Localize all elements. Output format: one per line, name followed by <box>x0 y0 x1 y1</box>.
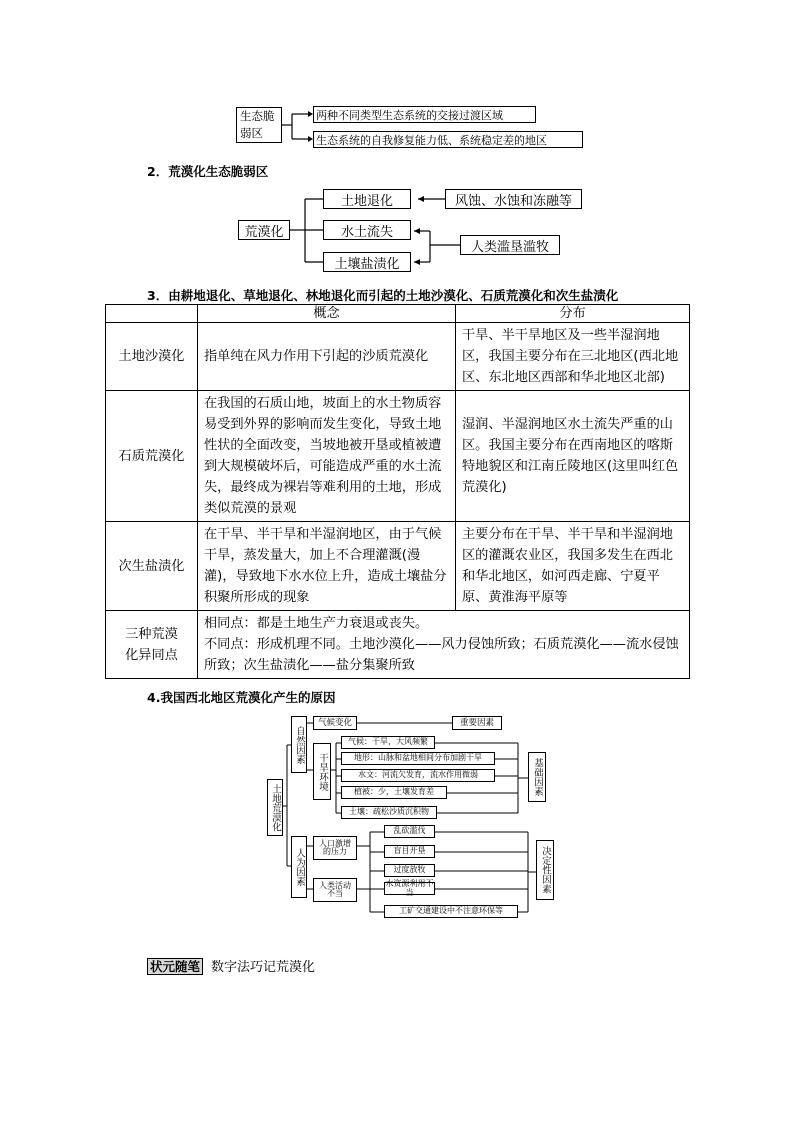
table-summary-row <box>106 611 690 679</box>
improper-activity-box: 人类活动不当 <box>313 878 357 902</box>
land-degradation-box: 土地退化 <box>323 189 411 209</box>
summary-similarity: 相同点：都是土地生产力衰退或丧失。 <box>204 616 429 631</box>
decisive-factor-box: 决定性因素 <box>536 840 554 900</box>
arid-item-soil: 土壤：疏松沙质沉积物 <box>341 806 437 819</box>
human-factors-box: 人为因素 <box>291 836 307 898</box>
table-header-cell <box>106 305 198 323</box>
arid-environment-box: 干旱环境 <box>313 743 331 800</box>
salinization-box: 土壤盐渍化 <box>323 252 411 272</box>
row-distribution: 湿润、半湿润地区水土流失严重的山区。我国主要分布在西南地区的喀斯特地貌区和江南丘陵地区(这里叫红色荒漠化) <box>456 391 690 522</box>
basic-factor-box: 基础因素 <box>528 752 546 802</box>
fragile-zone-label: 生态脆弱区 <box>240 109 275 140</box>
table-header-cell: 概念 <box>198 305 456 323</box>
section-4-heading: 4.我国西北地区荒漠化产生的原因 <box>147 690 336 705</box>
population-pressure-box: 人口激增的压力 <box>313 836 357 860</box>
table-header-cell: 分布 <box>456 305 690 323</box>
soil-erosion-box: 水土流失 <box>323 220 411 240</box>
tip-badge: 状元随笔 <box>147 958 203 975</box>
row-type-name: 土地沙漠化 <box>106 323 198 391</box>
natural-factors-box: 自然因素 <box>291 716 307 773</box>
human-item-reclamation: 盲目开垦 <box>384 845 435 858</box>
arid-item-vegetation: 植被：少，土壤发育差 <box>341 786 447 799</box>
tip-text: 数字法巧记荒漠化 <box>211 960 316 975</box>
human-item-water-misuse: 水资源利用不当 <box>385 879 434 897</box>
arid-item-terrain: 地形：山脉和盆地相间分布加剧干旱 <box>341 752 495 765</box>
table-row <box>106 323 690 391</box>
desertification-box: 荒漠化 <box>238 220 290 240</box>
arid-item-hydrology: 水文：河流欠发育，流水作用微弱 <box>341 769 495 782</box>
table-row <box>106 391 690 522</box>
row-concept: 在干旱、半干旱和半湿润地区，由于气候干旱，蒸发量大，加上不合理灌溉(漫灌)，导致地下水水位上升，造成土壤盐分积聚所形成的现象 <box>198 522 456 611</box>
fragile-zone-box <box>236 107 282 143</box>
root-land-desertification: 土地荒漠化 <box>267 779 283 836</box>
section-2-heading: 2．荒漠化生态脆弱区 <box>147 164 269 179</box>
fragile-zone-item-2: 生态系统的自我修复能力低、系统稳定差的地区 <box>313 131 583 148</box>
row-concept: 在我国的石质山地，坡面上的水土物质容易受到外界的影响而发生变化，导致土地性状的全面改变，当坡地被开垦或植被遭到大规模破坏后，可能造成严重的水土流失，最终成为裸岩等难利用的土地，形成类似荒漠的景观 <box>198 391 456 522</box>
desertification-types-table <box>105 304 690 679</box>
footer-tip <box>147 956 315 975</box>
arid-item-climate: 气候：干旱，大风频繁 <box>341 736 435 749</box>
row-concept: 指单纯在风力作用下引起的沙质荒漠化 <box>198 323 456 391</box>
human-item-deforestation: 乱砍滥伐 <box>384 825 435 838</box>
important-factor-box: 重要因素 <box>452 716 502 730</box>
summary-difference: 不同点：形成机理不同。土地沙漠化——风力侵蚀所致；石质荒漠化——流水侵蚀所致；次生盐渍化——盐分集聚所致 <box>204 637 679 673</box>
table-row <box>106 522 690 611</box>
erosion-causes-box: 风蚀、水蚀和冻融等 <box>445 189 582 209</box>
fragile-zone-item-1: 两种不同类型生态系统的交接过渡区域 <box>313 106 536 123</box>
row-type-name: 次生盐渍化 <box>106 522 198 611</box>
human-item-overgrazing: 过度放牧 <box>384 864 435 877</box>
row-distribution: 主要分布在干旱、半干旱和半湿润地区的灌溉农业区，我国多发生在西北和华北地区，如河西走廊、宁夏平原、黄淮海平原等 <box>456 522 690 611</box>
section-3-heading: 3．由耕地退化、草地退化、林地退化而引起的土地沙漠化、石质荒漠化和次生盐渍化 <box>147 288 619 303</box>
row-distribution: 干旱、半干旱地区及一些半湿润地区，我国主要分布在三北地区(西北地区、东北地区西部和华北地区北部) <box>456 323 690 391</box>
human-overuse-box: 人类滥垦滥牧 <box>460 235 560 255</box>
table-header-row <box>106 305 690 323</box>
summary-content <box>198 611 690 679</box>
climate-change-box: 气候变化 <box>313 716 357 730</box>
summary-name: 三种荒漠化异同点 <box>106 611 198 679</box>
row-type-name: 石质荒漠化 <box>106 391 198 522</box>
human-item-construction: 工矿交通建设中不注意环保等 <box>384 905 518 918</box>
